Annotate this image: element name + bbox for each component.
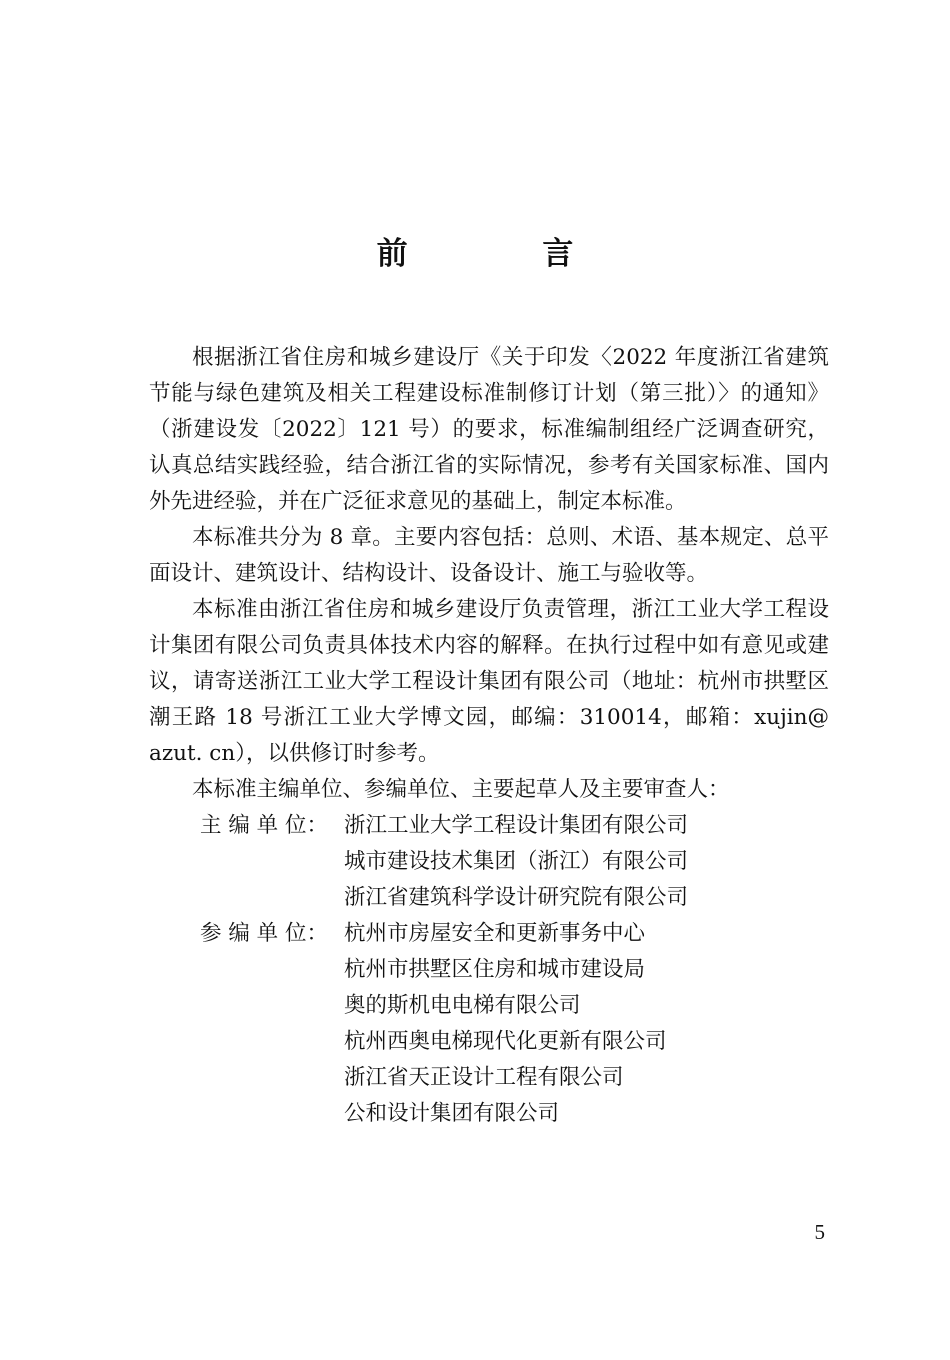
chief-unit: 城市建设技术集团（浙江）有限公司 xyxy=(344,849,689,874)
paragraph-contents: 本标准共分为 8 章。主要内容包括：总则、术语、基本规定、总平面设计、建筑设计、结构设计、设备设计、施工与验收等。 xyxy=(149,525,829,586)
participating-unit-row xyxy=(149,916,829,952)
chief-unit: 浙江省建筑科学设计研究院有限公司 xyxy=(344,885,689,910)
page-title: 前 言 xyxy=(376,236,636,272)
participating-unit: 奥的斯机电电梯有限公司 xyxy=(344,993,581,1018)
paragraph-basis: 根据浙江省住房和城乡建设厅《关于印发〈2022 年度浙江省建筑节能与绿色建筑及相关工程建设标准制修订计划（第三批）〉的通知》（浙建设发〔2022〕121 号）的要求，标准编制组经广泛调查研究，认真总结实践经验，结合浙江省的实际情况，参考有关国家标准、国内外先进经验，并在广泛征求意见的基础上，制定本标准。 xyxy=(149,345,829,514)
paragraph-units-intro: 本标准主编单位、参编单位、主要起草人及主要审查人： xyxy=(192,777,730,802)
participating-unit-row xyxy=(149,1096,829,1132)
participating-unit: 公和设计集团有限公司 xyxy=(344,1101,560,1126)
participating-unit-row xyxy=(149,988,829,1024)
participating-unit: 杭州市拱墅区住房和城市建设局 xyxy=(344,957,646,982)
chief-units-label: 主 编 单 位： xyxy=(200,813,329,838)
foreword-body xyxy=(149,340,829,1132)
participating-unit-row xyxy=(149,1024,829,1060)
chief-unit-row xyxy=(149,880,829,916)
chief-unit-row xyxy=(149,808,829,844)
participating-unit-row xyxy=(149,952,829,988)
paragraph-management: 本标准由浙江省住房和城乡建设厅负责管理，浙江工业大学工程设计集团有限公司负责具体技术内容的解释。在执行过程中如有意见或建议，请寄送浙江工业大学工程设计集团有限公司（地址：杭州市拱墅区潮王路 18 号浙江工业大学博文园，邮编：310014，邮箱：xujin@ azut. cn），以供修订时参考。 xyxy=(149,597,829,766)
participating-units-label: 参 编 单 位： xyxy=(200,921,329,946)
page-number: 5 xyxy=(814,1220,825,1244)
chief-unit: 浙江工业大学工程设计集团有限公司 xyxy=(344,813,689,838)
participating-unit: 杭州西奥电梯现代化更新有限公司 xyxy=(344,1029,667,1054)
participating-unit: 浙江省天正设计工程有限公司 xyxy=(344,1065,624,1090)
participating-unit: 杭州市房屋安全和更新事务中心 xyxy=(344,921,646,946)
chief-unit-row xyxy=(149,844,829,880)
units-list xyxy=(149,808,829,1132)
participating-unit-row xyxy=(149,1060,829,1096)
